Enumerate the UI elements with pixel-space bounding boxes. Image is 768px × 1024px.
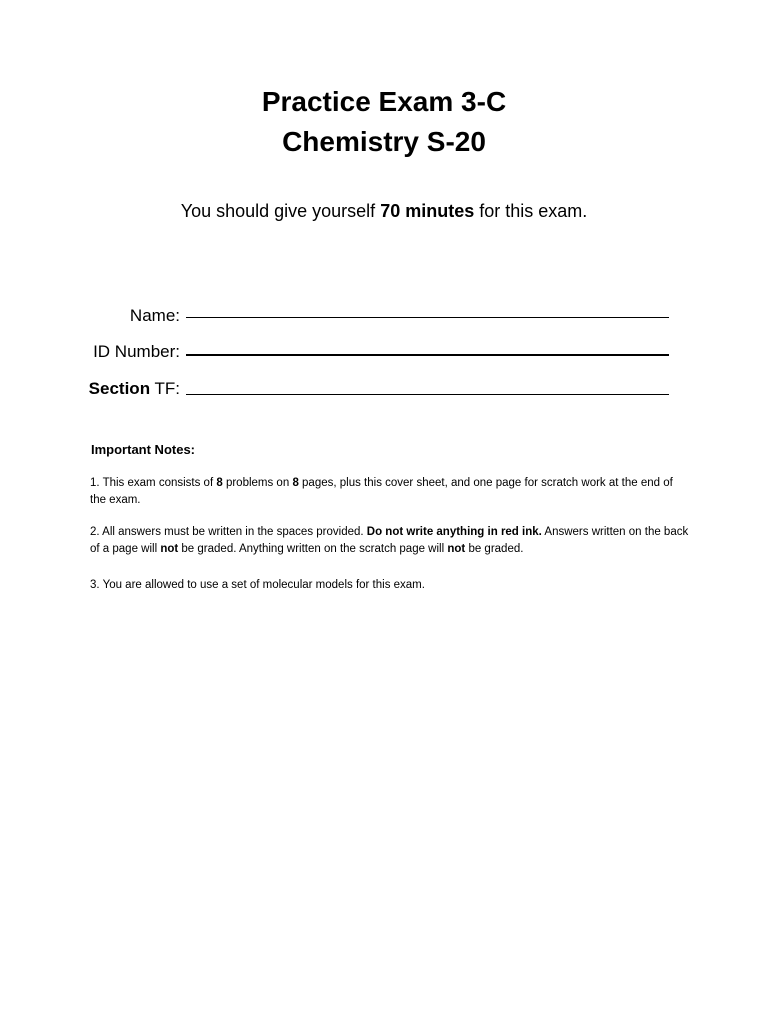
name-label: Name: (129, 306, 180, 325)
id-number-label: ID Number: (93, 342, 180, 361)
section-label-bold: Section (88, 379, 151, 398)
exam-title: Practice Exam 3-C (261, 86, 507, 117)
note2-red-ink-warning: Do not write anything in red ink. (366, 526, 542, 538)
note1-text-a: 1. This exam consists of (90, 477, 217, 489)
note-item-1 (90, 475, 690, 508)
note2-text-a: 2. All answers must be written in the spaces provided. (90, 526, 367, 538)
note2-text-c: Answers written on the back of a page will (90, 526, 689, 555)
time-allowance-note (0, 200, 768, 222)
note1-problem-count: 8 (216, 477, 223, 489)
name-blank-line (186, 317, 669, 318)
time-note-suffix: for this exam. (474, 201, 588, 221)
note2-text-e: be graded. Anything written on the scratch page will (178, 542, 448, 555)
note-item-3: 3. You are allowed to use a set of molecular models for this exam. (90, 579, 425, 591)
section-tf-label (0, 379, 180, 399)
id-number-blank-line (186, 354, 669, 356)
note2-not-2: not (447, 542, 466, 555)
time-note-prefix: You should give yourself (180, 201, 381, 221)
note1-page-count: 8 (292, 477, 299, 489)
note1-text-e: pages, plus this cover sheet, and one page for scratch work at the end of the exam. (90, 477, 673, 506)
note2-not-1: not (160, 542, 179, 555)
note2-text-g: be graded. (465, 542, 524, 555)
note1-text-c: problems on (222, 477, 293, 489)
note-item-2 (90, 524, 690, 557)
important-notes-heading: Important Notes: (91, 442, 195, 457)
time-note-duration: 70 minutes (380, 201, 475, 221)
section-tf-blank-line (186, 394, 669, 395)
course-title: Chemistry S-20 (282, 126, 486, 157)
section-label-rest: TF: (150, 379, 180, 398)
